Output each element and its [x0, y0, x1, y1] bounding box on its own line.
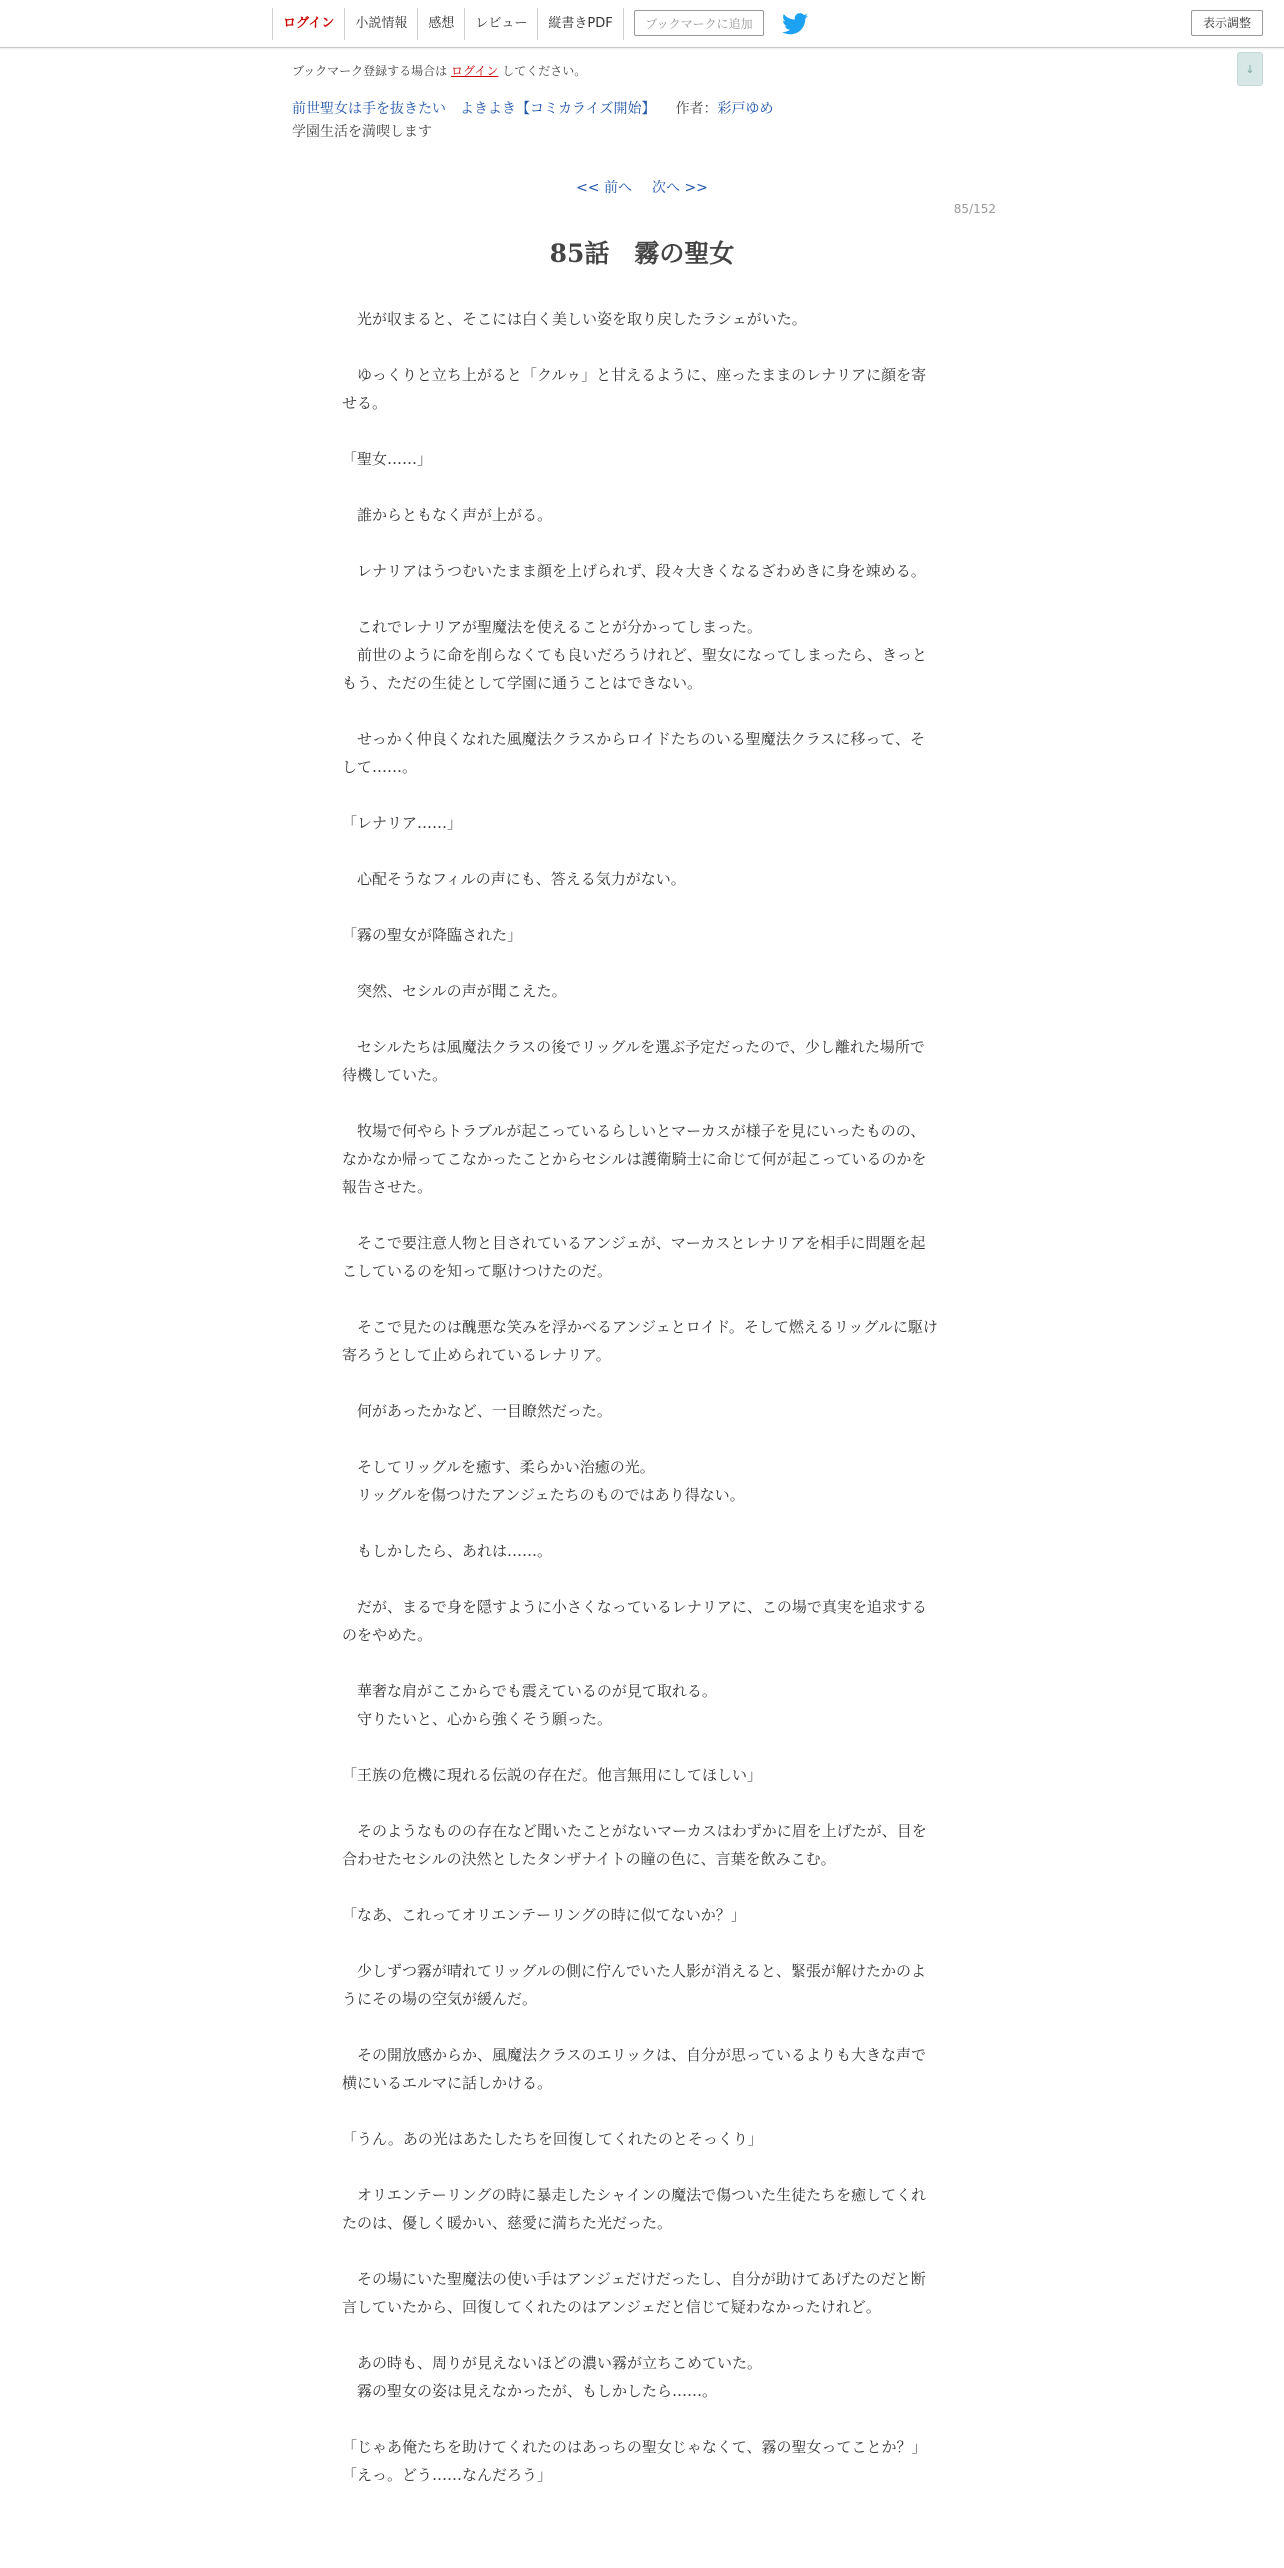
- notice-login-link[interactable]: ログイン: [451, 64, 499, 78]
- chapter-body: [342, 305, 938, 2517]
- body-paragraph: [342, 1229, 938, 1285]
- next-link[interactable]: 次へ >>: [652, 180, 708, 196]
- body-paragraph: [342, 613, 938, 697]
- body-line: そこで見たのは醜悪な笑みを浮かべるアンジェとロイド。そして燃えるリッグルに駆け寄ろうとして止められているレナリア。: [342, 1318, 938, 1364]
- body-line: 何があったかなど、一目瞭然だった。: [342, 1402, 612, 1420]
- body-paragraph: [342, 2349, 938, 2405]
- novel-info-line: [292, 98, 773, 118]
- chapter-title: 85話 霧の聖女: [549, 239, 735, 268]
- body-paragraph: [342, 445, 938, 473]
- body-paragraph: [342, 725, 938, 781]
- body-line: あの時も、周りが見えないほどの濃い霧が立ちこめていた。: [342, 2354, 763, 2372]
- body-line: 霧の聖女の姿は見えなかったが、もしかしたら……。: [342, 2382, 718, 2400]
- body-line: 「霧の聖女が降臨された」: [342, 926, 523, 944]
- body-line: その場にいた聖魔法の使い手はアンジェだけだったし、自分が助けてあげたのだと断言していたから、回復してくれたのはアンジェだと信じて疑わなかったけれど。: [342, 2270, 926, 2316]
- body-paragraph: [342, 1677, 938, 1733]
- bookmark-notice: [292, 62, 586, 79]
- body-paragraph: [342, 2433, 938, 2489]
- prev-link[interactable]: << 前へ: [576, 180, 632, 196]
- body-paragraph: [342, 501, 938, 529]
- twitter-bird-icon[interactable]: [782, 13, 808, 35]
- body-line: 光が収まると、そこには白く美しい姿を取り戻したラシェがいた。: [342, 310, 807, 328]
- body-paragraph: [342, 809, 938, 837]
- body-line: そこで要注意人物と目されているアンジェが、マーカスとレナリアを相手に問題を起こしているのを知って駆けつけたのだ。: [342, 1234, 926, 1280]
- chapter-subtitle: 学園生活を満喫します: [292, 124, 432, 140]
- body-paragraph: [342, 1593, 938, 1649]
- body-line: 守りたいと、心から強くそう願った。: [342, 1710, 613, 1728]
- chapter-pager: [0, 177, 1284, 197]
- body-line: 「レナリア……」: [342, 814, 463, 832]
- body-line: そしてリッグルを癒す、柔らかい治癒の光。: [342, 1458, 655, 1476]
- display-settings-button[interactable]: 表示調整: [1191, 10, 1263, 36]
- body-line: 「なあ、これってオリエンテーリングの時に似てないか？」: [342, 1906, 746, 1924]
- body-paragraph: [342, 361, 938, 417]
- nav-menu: [272, 8, 624, 40]
- notice-text-after: してください。: [502, 64, 587, 78]
- body-paragraph: [342, 1453, 938, 1509]
- body-line: せっかく仲良くなれた風魔法クラスからロイドたちのいる聖魔法クラスに移って、そして……。: [342, 730, 926, 776]
- nav-impressions[interactable]: 感想: [417, 8, 464, 40]
- add-bookmark-button[interactable]: ブックマークに追加: [634, 10, 764, 36]
- body-line: ゆっくりと立ち上がると「クルゥ」と甘えるように、座ったままのレナリアに顔を寄せる。: [342, 366, 927, 412]
- body-line: 牧場で何やらトラブルが起こっているらしいとマーカスが様子を見にいったものの、なかなか帰ってこなかったことからセシルは護衛騎士に命じて何が起こっているのかを報告させた。: [342, 1122, 927, 1196]
- notice-text: ブックマーク登録する場合は: [292, 64, 448, 78]
- nav-vertical-pdf[interactable]: 縦書きPDF: [537, 8, 623, 40]
- body-paragraph: [342, 2041, 938, 2097]
- body-paragraph: [342, 2265, 938, 2321]
- nav-novel-info[interactable]: 小説情報: [344, 8, 417, 40]
- body-line: 「えっ。どう……なんだろう」: [342, 2466, 553, 2484]
- body-paragraph: [342, 1957, 938, 2013]
- body-line: 「聖女……」: [342, 450, 433, 468]
- body-line: 「王族の危機に現れる伝説の存在だ。他言無用にしてほしい」: [342, 1766, 763, 1784]
- body-paragraph: [342, 557, 938, 585]
- body-line: 華奢な肩がここからでも震えているのが見て取れる。: [342, 1682, 717, 1700]
- scroll-down-tab[interactable]: ↓: [1237, 52, 1263, 86]
- body-paragraph: [342, 977, 938, 1005]
- body-line: その開放感からか、風魔法クラスのエリックは、自分が思っているよりも大きな声で横にいるエルマに話しかける。: [342, 2046, 926, 2092]
- body-line: 「うん。あの光はあたしたちを回復してくれたのとそっくり」: [342, 2130, 763, 2148]
- body-paragraph: [342, 2125, 938, 2153]
- body-line: 「じゃあ俺たちを助けてくれたのはあっちの聖女じゃなくて、霧の聖女ってことか？」: [342, 2438, 927, 2456]
- author-link[interactable]: 彩戸ゆめ: [717, 101, 774, 117]
- body-paragraph: [342, 1761, 938, 1789]
- body-paragraph: [342, 2181, 938, 2237]
- body-line: セシルたちは風魔法クラスの後でリッグルを選ぶ予定だったので、少し離れた場所で待機していた。: [342, 1038, 925, 1084]
- body-paragraph: [342, 305, 938, 333]
- body-paragraph: [342, 1817, 938, 1873]
- body-line: リッグルを傷つけたアンジェたちのものではあり得ない。: [342, 1486, 745, 1504]
- body-line: 誰からともなく声が上がる。: [342, 506, 553, 524]
- top-nav-bar: [0, 0, 1284, 48]
- nav-login[interactable]: ログイン: [272, 8, 344, 40]
- body-paragraph: [342, 921, 938, 949]
- body-paragraph: [342, 1537, 938, 1565]
- body-line: 突然、セシルの声が聞こえた。: [342, 982, 567, 1000]
- author-label: 作者：: [675, 101, 718, 117]
- body-line: もしかしたら、あれは……。: [342, 1542, 553, 1560]
- body-line: だが、まるで身を隠すように小さくなっているレナリアに、この場で真実を追求するのをやめた。: [342, 1598, 927, 1644]
- body-line: レナリアはうつむいたまま顔を上げられず、段々大きくなるざわめきに身を竦める。: [342, 562, 926, 580]
- body-line: 少しずつ霧が晴れてリッグルの側に佇んでいた人影が消えると、緊張が解けたかのようにその場の空気が緩んだ。: [342, 1962, 926, 2008]
- chapter-counter: 85/152: [953, 202, 996, 216]
- body-paragraph: [342, 865, 938, 893]
- novel-title-link[interactable]: 前世聖女は手を抜きたい よきよき【コミカライズ開始】: [292, 101, 656, 117]
- body-line: そのようなものの存在など聞いたことがないマーカスはわずかに眉を上げたが、目を合わせたセシルの決然としたタンザナイトの瞳の色に、言葉を飲みこむ。: [342, 1822, 927, 1868]
- body-paragraph: [342, 1397, 938, 1425]
- body-line: 心配そうなフィルの声にも、答える気力がない。: [342, 870, 686, 888]
- body-paragraph: [342, 1313, 938, 1369]
- body-line: 前世のように命を削らなくても良いだろうけれど、聖女になってしまったら、きっともう、ただの生徒として学園に通うことはできない。: [342, 646, 928, 692]
- body-line: これでレナリアが聖魔法を使えることが分かってしまった。: [342, 618, 763, 636]
- body-paragraph: [342, 1033, 938, 1089]
- body-paragraph: [342, 1901, 938, 1929]
- body-line: オリエンテーリングの時に暴走したシャインの魔法で傷ついた生徒たちを癒してくれたのは、優しく暖かい、慈愛に満ちた光だった。: [342, 2186, 927, 2232]
- nav-review[interactable]: レビュー: [464, 8, 537, 40]
- body-paragraph: [342, 1117, 938, 1201]
